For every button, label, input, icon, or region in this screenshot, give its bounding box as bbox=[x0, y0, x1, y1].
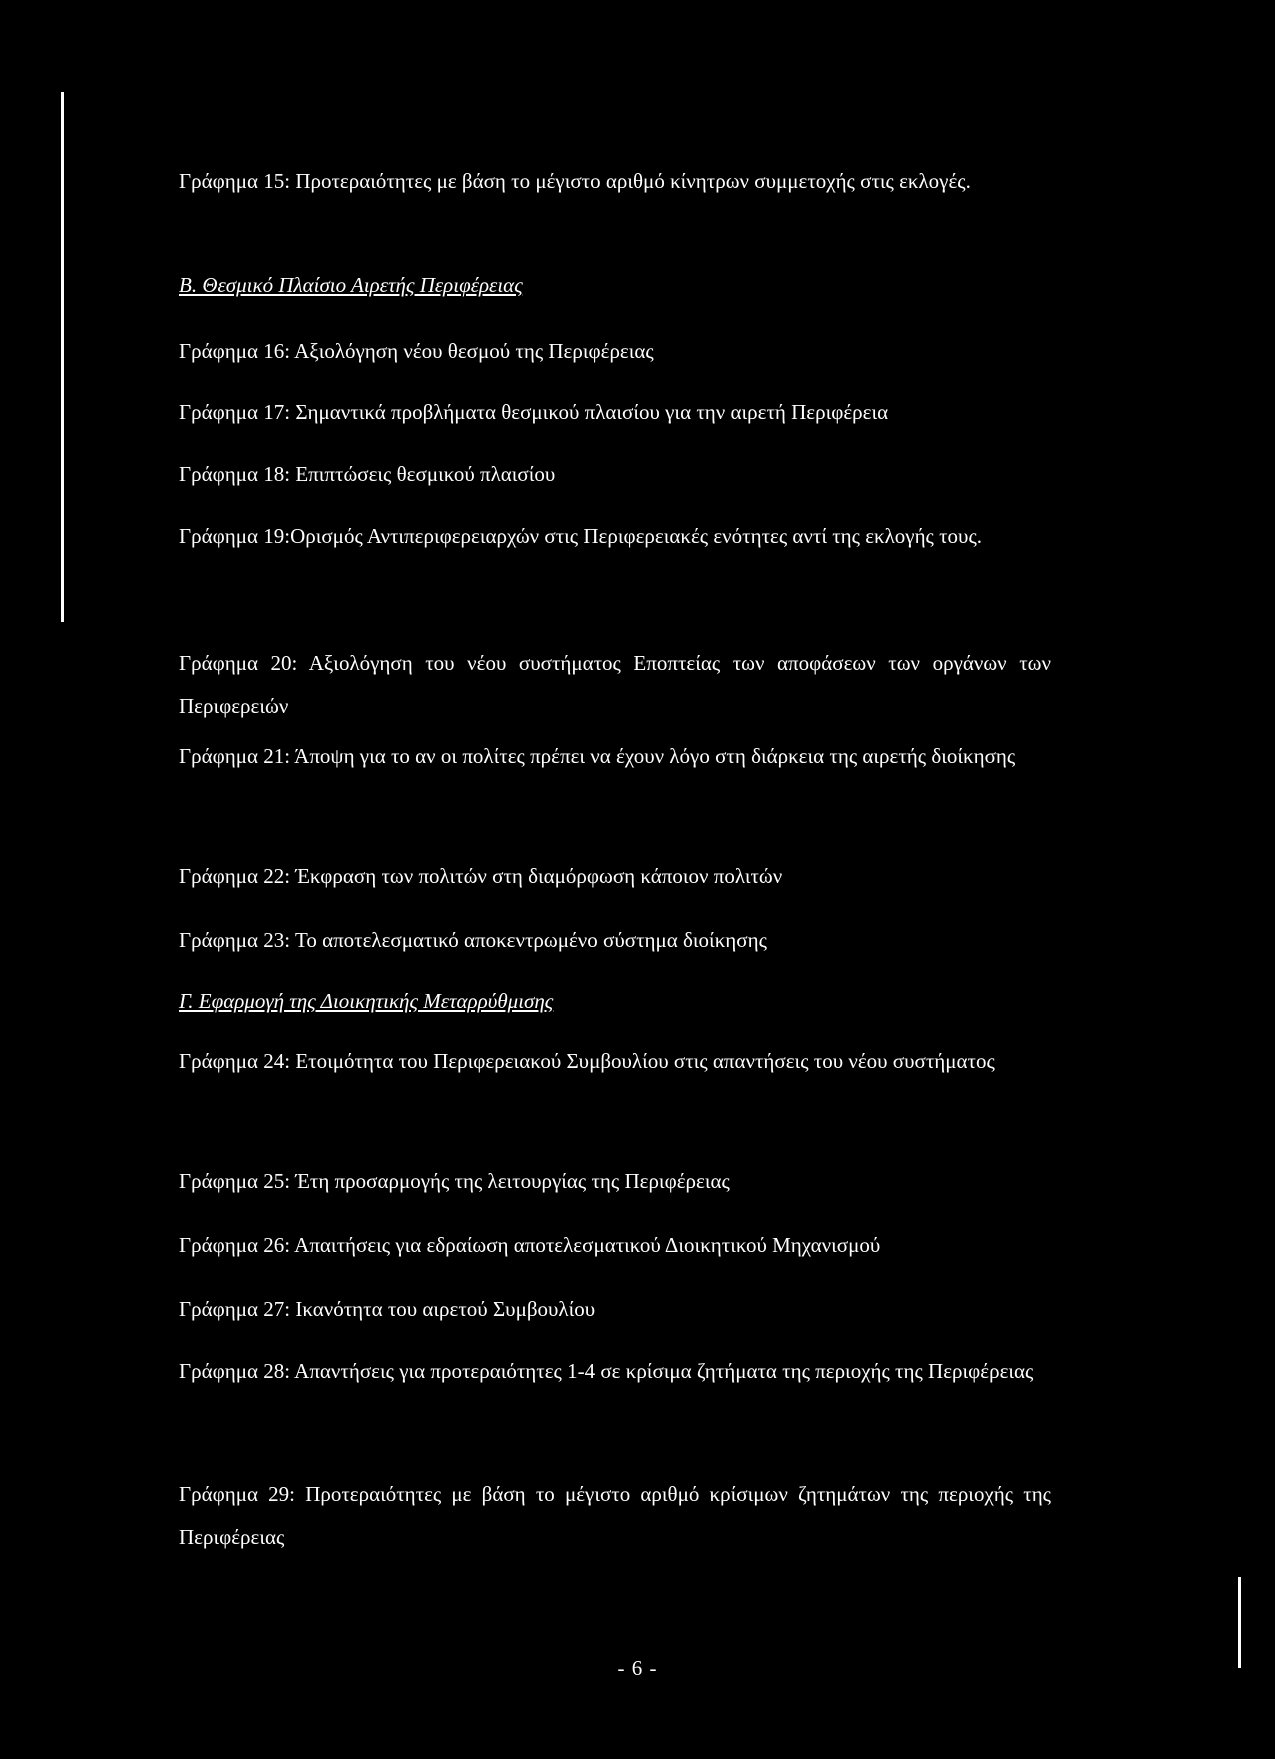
figure-entry-23: Γράφημα 23: Το αποτελεσματικό αποκεντρωμένο σύστημα διοίκησης bbox=[179, 928, 767, 952]
left-margin-bar bbox=[61, 92, 64, 622]
figure-entry-26: Γράφημα 26: Απαιτήσεις για εδραίωση αποτελεσματικού Διοικητικού Μηχανισμού bbox=[179, 1233, 881, 1257]
figure-entry-25: Γράφημα 25: Έτη προσαρμογής της λειτουργίας της Περιφέρειας bbox=[179, 1169, 730, 1193]
figure-entry-15: Γράφημα 15: Προτεραιότητες με βάση το μέγιστο αριθμό κίνητρων συμμετοχής στις εκλογές. bbox=[179, 169, 971, 193]
figure-entry-21: Γράφημα 21: Άποψη για το αν οι πολίτες πρέπει να έχουν λόγο στη διάρκεια της αιρετής διοίκησης bbox=[179, 744, 1016, 768]
figure-entry-16: Γράφημα 16: Αξιολόγηση νέου θεσμού της Περιφέρειας bbox=[179, 339, 654, 363]
figure-entry-29: Γράφημα 29: Προτεραιότητες με βάση το μέγιστο αριθμό κρίσιμων ζητημάτων της περιοχής της Περιφέρειας bbox=[179, 1482, 1051, 1549]
figure-entry-19: Γράφημα 19:Ορισμός Αντιπεριφερειαρχών στις Περιφερειακές ενότητες αντί της εκλογής τους. bbox=[179, 524, 983, 548]
figure-entry-24: Γράφημα 24: Ετοιμότητα του Περιφερειακού Συμβουλίου στις απαντήσεις του νέου συστήματος bbox=[179, 1049, 995, 1073]
section-heading-g: Γ. Εφαρμογή της Διοικητικής Μεταρρύθμισης bbox=[179, 989, 554, 1013]
figure-entry-22: Γράφημα 22: Έκφραση των πολιτών στη διαμόρφωση κάποιον πολιτών bbox=[179, 864, 783, 888]
figure-entry-18: Γράφημα 18: Επιπτώσεις θεσμικού πλαισίου bbox=[179, 462, 556, 486]
right-margin-bar bbox=[1238, 1577, 1241, 1668]
figure-entry-28: Γράφημα 28: Απαντήσεις για προτεραιότητες 1-4 σε κρίσιμα ζητήματα της περιοχής της Περιφέρειας bbox=[179, 1359, 1034, 1383]
figure-entry-17: Γράφημα 17: Σημαντικά προβλήματα θεσμικού πλαισίου για την αιρετή Περιφέρεια bbox=[179, 400, 889, 424]
section-heading-b: Β. Θεσμικό Πλαίσιο Αιρετής Περιφέρειας bbox=[179, 273, 523, 297]
figure-entry-27: Γράφημα 27: Ικανότητα του αιρετού Συμβουλίου bbox=[179, 1297, 596, 1321]
page-number: - 6 - bbox=[617, 1656, 658, 1680]
figure-entry-20: Γράφημα 20: Αξιολόγηση του νέου συστήματος Εποπτείας των αποφάσεων των οργάνων των Περιφερειών bbox=[179, 651, 1051, 718]
